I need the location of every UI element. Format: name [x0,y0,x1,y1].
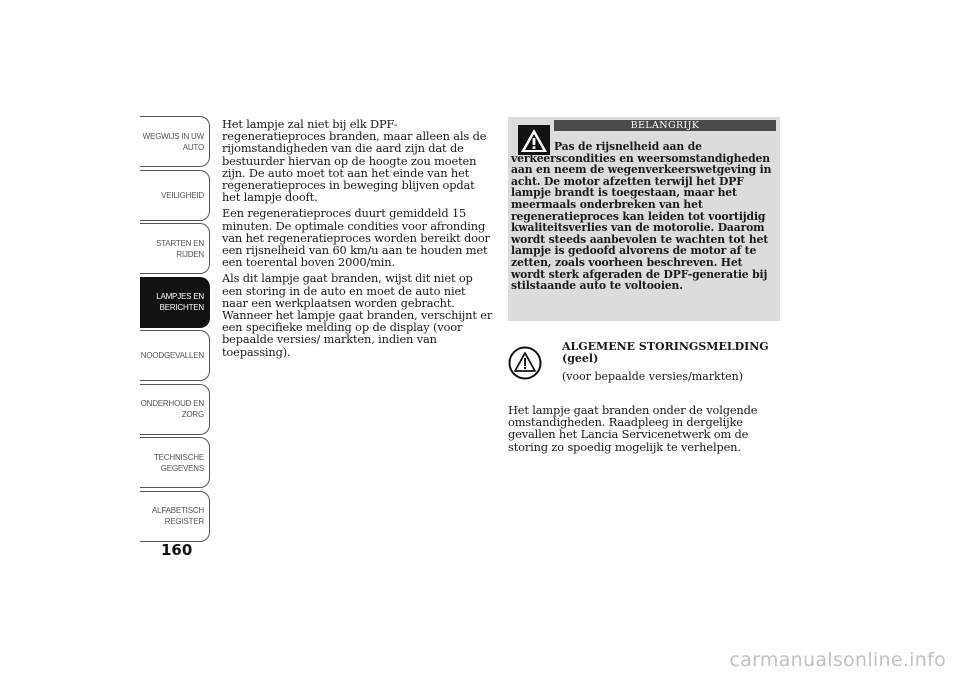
watermark: carmanualsonline.info [729,649,946,671]
warning-header: BELANGRIJK [554,120,776,131]
page-number: 160 [161,541,193,559]
tab-veiligheid[interactable] [140,170,210,221]
tab-starten-en-rijden[interactable] [140,223,210,274]
tab-label: WEGWIJS IN UW AUTO [142,131,204,152]
tab-alfabetisch-register[interactable] [140,491,210,542]
general-fault-icon [508,346,542,380]
paragraph: Een regeneratieproces duurt gemiddeld 15 minuten. De optimale condities voor afronding van het regeneratieproces worden bereikt door een rijsnelheid van 60 km/u aan te houden met een toerental boven 2000/min. [222,206,490,270]
paragraph: Als dit lampje gaat branden, wijst dit niet op een storing in de auto en moet de auto niet naar een werkplaatsen worden gebracht. Wanneer het lampje gaat branden, verschijnt er een specifieke melding op de display (voor bepaalde versies/ markten, indien van toepassing). [222,271,493,359]
tab-label: ONDERHOUD EN ZORG [140,399,204,419]
important-warning-box [508,117,780,321]
tab-technische-gegevens[interactable] [140,437,210,488]
tab-noodgevallen[interactable] [140,330,210,381]
tab-label: ALFABETISCH REGISTER [151,506,204,526]
tab-onderhoud-en-zorg[interactable] [140,384,210,435]
chapter-tabs [140,116,212,544]
fault-description [508,404,780,453]
warning-text: Pas de rijsnelheid aan de verkeerscondities en weersomstandigheden aan en neem de wegenverkeerswetgeving in acht. De motor afzetten terwijl het DPF lampje brandt is toegestaan, maar het meermaals onderbreken van het regeneratieproces kan leiden tot voortijdig kwaliteitsverlies van de motorolie. Daarom wordt steeds aanbevolen te wachten tot het lampje is gedoofd alvorens de motor af te zetten, zoals voorheen beschreven. Het wordt sterk afgeraden de DPF-generatie bij stilstaande auto te voltooien. [511,140,772,293]
fault-subtitle: (voor bepaalde versies/markten) [562,370,744,383]
paragraph: Het lampje gaat branden onder de volgende omstandigheden. Raadpleeg in dergelijke gevallen het Lancia Servicenetwerk om de storing zo spoedig mogelijk te verhelpen. [508,403,758,454]
tab-lampjes-en-berichten[interactable] [140,277,210,328]
tab-wegwijs-in-uw-auto[interactable] [140,116,210,167]
fault-title: ALGEMENE STORINGSMELDING (geel) [562,340,769,365]
tab-label: LAMPJES EN BERICHTEN [156,292,204,312]
tab-label: STARTEN EN RIJDEN [156,238,204,259]
tab-label: TECHNISCHE GEGEVENS [153,452,204,473]
left-column [222,118,494,362]
tab-label: NOODGEVALLEN [140,351,204,360]
paragraph: Het lampje zal niet bij elk DPF-regeneratieproces branden, maar alleen als de rijomstandigheden van die aard zijn dat de bestuurder hiervan op de hoogte zou moeten zijn. De auto moet tot aan het einde van het regeneratieproces in beweging blijven opdat het lampje dooft. [222,117,487,205]
tab-label: VEILIGHEID [161,190,204,200]
